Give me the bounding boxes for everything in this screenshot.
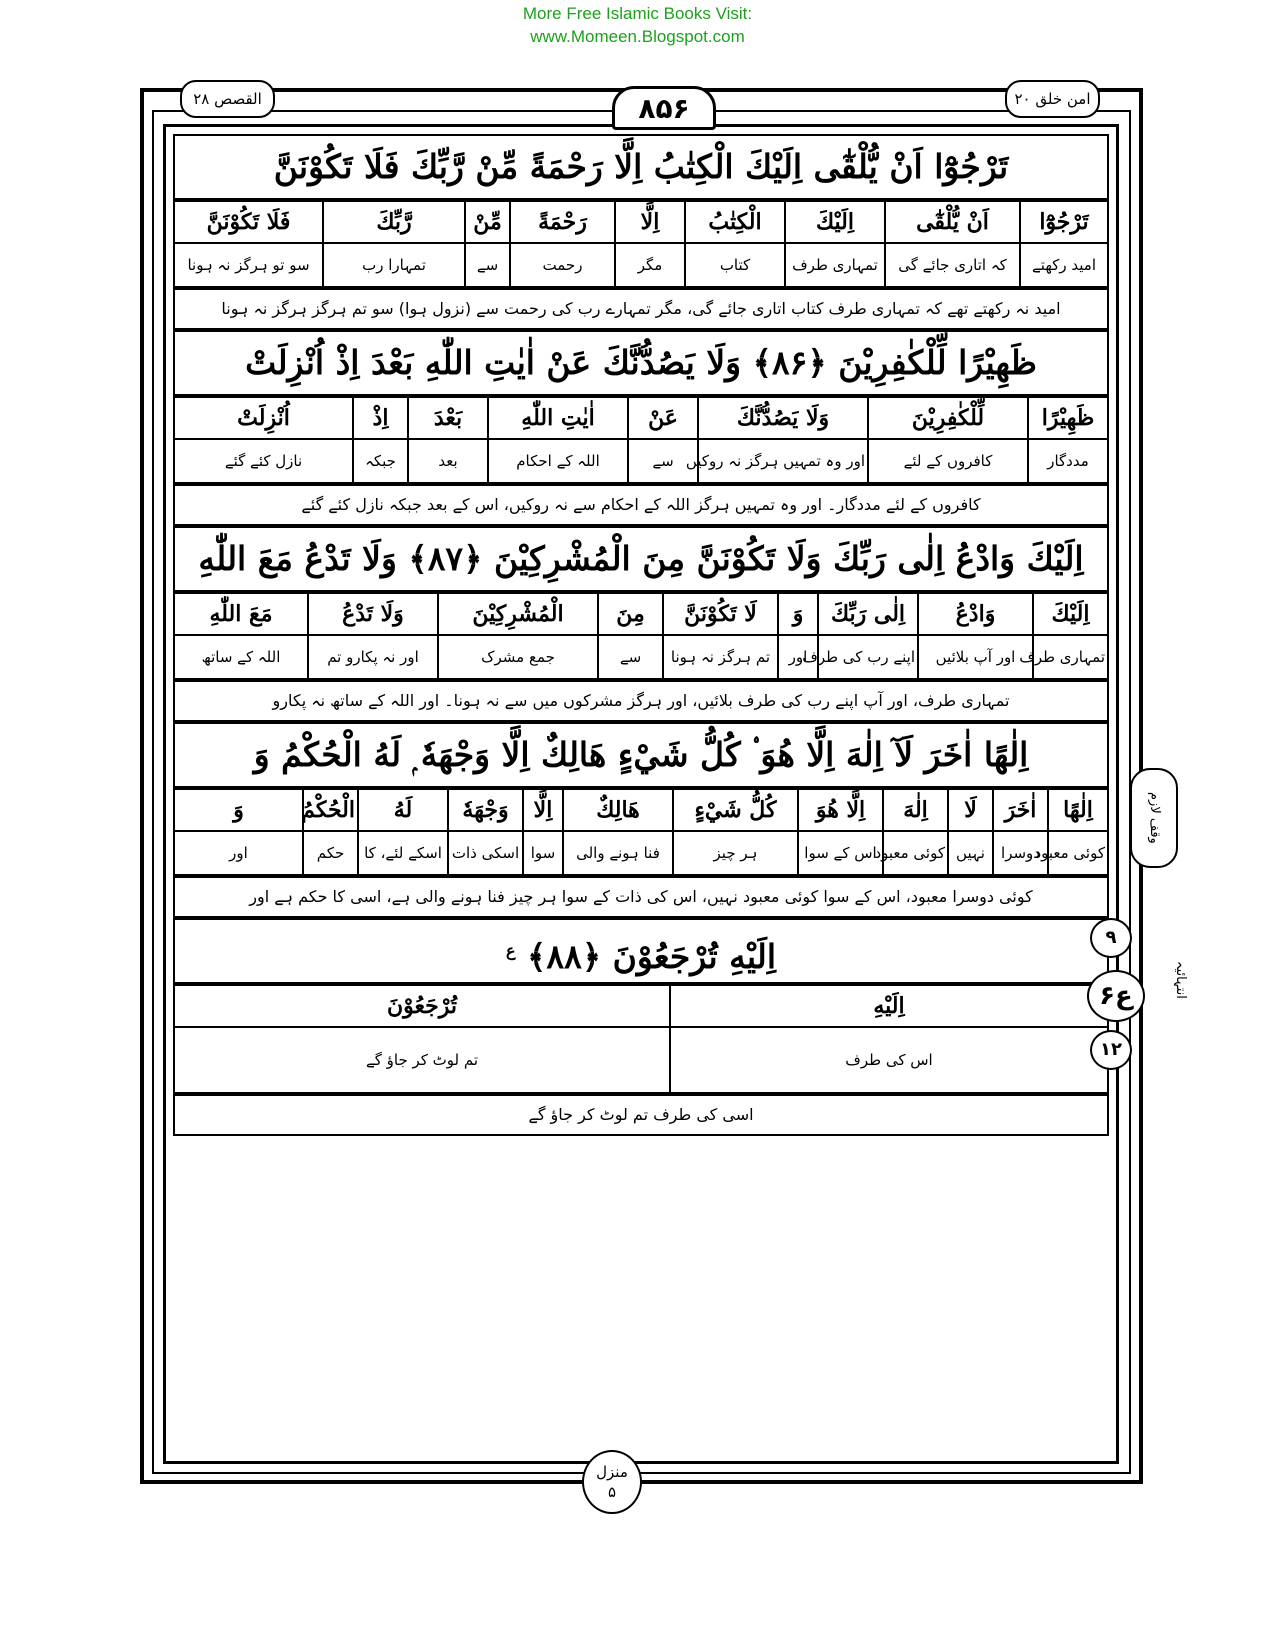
- word-meaning: اپنے رب کی طرف: [818, 635, 918, 679]
- ayah-text: اِلَيْهِ تُرْجَعُوْنَ ﴿۸۸﴾: [527, 937, 777, 976]
- word-meaning: اس کے سوا: [798, 831, 883, 875]
- word-table: [173, 396, 1109, 484]
- arabic-word: اِلَيْهِ: [670, 985, 1108, 1027]
- arabic-word: وَادْعُ: [918, 593, 1033, 635]
- arabic-word: لَهُ: [358, 789, 448, 831]
- word-meaning: تم ہرگز نہ ہونا: [663, 635, 778, 679]
- arabic-word: اِلَّا: [615, 201, 685, 243]
- arabic-word: وَ: [778, 593, 818, 635]
- word-meaning: جمع مشرک: [438, 635, 598, 679]
- arabic-word: اِذْ: [353, 397, 408, 439]
- arabic-word: اِلَّا هُوَ: [798, 789, 883, 831]
- word-meaning: سے: [598, 635, 663, 679]
- word-meaning: اور وہ تمہیں ہرگز نہ روکیں: [698, 439, 868, 483]
- arabic-word: تُرْجَعُوْنَ: [174, 985, 670, 1027]
- arabic-word: وَلَا تَدْعُ: [308, 593, 438, 635]
- watermark-line-1: More Free Islamic Books Visit:: [522, 4, 753, 23]
- word-meaning: مددگار: [1028, 439, 1108, 483]
- word-meaning: امید رکھتے: [1020, 243, 1108, 287]
- word-meaning: رحمت: [510, 243, 615, 287]
- word-meaning: اللہ کے ساتھ: [174, 635, 308, 679]
- ruku-mark: ع: [505, 941, 516, 960]
- word-meaning: کافروں کے لئے: [868, 439, 1028, 483]
- word-meaning: ہر چیز: [673, 831, 798, 875]
- word-meaning: سے: [628, 439, 698, 483]
- arabic-word: لَا: [948, 789, 993, 831]
- arabic-word: كُلُّ شَيْءٍ: [673, 789, 798, 831]
- arabic-word: لَا تَكُوْنَنَّ: [663, 593, 778, 635]
- urdu-translation: امید نہ رکھتے تھے کہ تمہاری طرف کتاب اتاری جائے گی، مگر تمہارے رب کی رحمت سے (نزول ہوا) سو تم ہرگز ہرگز نہ ہونا: [173, 288, 1109, 330]
- word-meaning: حکم: [303, 831, 358, 875]
- word-meaning: اسکی ذات: [448, 831, 523, 875]
- arabic-word: الْمُشْرِكِيْنَ: [438, 593, 598, 635]
- arabic-word: الْكِتٰبُ: [685, 201, 785, 243]
- word-meaning: اللہ کے احکام: [488, 439, 628, 483]
- word-meaning: تم لوٹ کر جاؤ گے: [174, 1027, 670, 1093]
- arabic-word: بَعْدَ: [408, 397, 488, 439]
- page-number: ۸۵۶: [612, 86, 716, 130]
- ayah-line: اِلٰهًا اٰخَرَ لَآ اِلٰهَ اِلَّا هُوَ ۟ كُلُّ شَيْءٍ هَالِكٌ اِلَّا وَجْهَهٗ ۭ لَهُ الْحُكْمُ وَ: [173, 722, 1109, 788]
- ruku-top-number: ۹: [1090, 918, 1132, 958]
- arabic-word: مَعَ اللّٰهِ: [174, 593, 308, 635]
- ayah-line: اِلَيْكَ وَادْعُ اِلٰى رَبِّكَ وَلَا تَكُوْنَنَّ مِنَ الْمُشْرِكِيْنَ ﴿۸۷﴾ وَلَا تَدْعُ مَعَ اللّٰهِ: [173, 526, 1109, 592]
- word-meaning: سو تو ہرگز نہ ہونا: [174, 243, 323, 287]
- word-meaning: اور: [778, 635, 818, 679]
- arabic-word: اِلَيْكَ: [785, 201, 885, 243]
- urdu-translation: تمہاری طرف، اور آپ اپنے رب کی طرف بلائیں، اور ہرگز مشرکوں میں سے نہ ہونا۔ اور اللہ کے ساتھ نہ پکارو: [173, 680, 1109, 722]
- word-meaning: اور: [174, 831, 303, 875]
- arabic-word: اِلٰى رَبِّكَ: [818, 593, 918, 635]
- manzil-marker: [582, 1450, 642, 1514]
- word-meaning: نازل کئے گئے: [174, 439, 353, 483]
- watermark-line-2[interactable]: www.Momeen.Blogspot.com: [530, 27, 745, 46]
- word-meaning: تمہارا رب: [323, 243, 465, 287]
- arabic-word: وَلَا يَصُدُّنَّكَ: [698, 397, 868, 439]
- urdu-translation: اسی کی طرف تم لوٹ کر جاؤ گے: [173, 1094, 1109, 1136]
- manzil-number: ۵: [607, 1483, 617, 1501]
- word-meaning: اور نہ پکارو تم: [308, 635, 438, 679]
- arabic-word: وَجْهَهٗ: [448, 789, 523, 831]
- manzil-label: منزل: [596, 1463, 628, 1481]
- arabic-word: مِّنْ: [465, 201, 510, 243]
- word-table: [173, 984, 1109, 1094]
- arabic-word: الْحُكْمُ: [303, 789, 358, 831]
- arabic-word: لِّلْكٰفِرِيْنَ: [868, 397, 1028, 439]
- urdu-translation: کافروں کے لئے مددگار۔ اور وہ تمہیں ہرگز اللہ کے احکام سے نہ روکیں، اس کے بعد جبکہ نازل کئے گئے: [173, 484, 1109, 526]
- arabic-word: اٰيٰتِ اللّٰهِ: [488, 397, 628, 439]
- word-meaning: تمہاری طرف: [785, 243, 885, 287]
- word-meaning: بعد: [408, 439, 488, 483]
- urdu-translation: کوئی دوسرا معبود، اس کے سوا کوئی معبود نہیں، اس کی ذات کے سوا ہر چیز فنا ہونے والی ہے، اسی کا حکم ہے اور: [173, 876, 1109, 918]
- arabic-word: وَ: [174, 789, 303, 831]
- arabic-word: فَلَا تَكُوْنَنَّ: [174, 201, 323, 243]
- arabic-word: اِلٰهَ: [883, 789, 948, 831]
- arabic-word: اِلٰهًا: [1048, 789, 1108, 831]
- word-meaning: سے: [465, 243, 510, 287]
- arabic-word: اِلَّا: [523, 789, 563, 831]
- word-meaning: کتاب: [685, 243, 785, 287]
- word-meaning: اسکے لئے، کا: [358, 831, 448, 875]
- arabic-word: رَحْمَةً: [510, 201, 615, 243]
- word-table: [173, 592, 1109, 680]
- word-meaning: کوئی معبود: [883, 831, 948, 875]
- ayah-line: [173, 918, 1109, 984]
- word-meaning: کوئی معبود: [1048, 831, 1108, 875]
- ruku-marker: ع۶: [1087, 970, 1145, 1022]
- arabic-word: اٰخَرَ: [993, 789, 1048, 831]
- page-content: [173, 134, 1109, 1136]
- arabic-word: اِلَيْكَ: [1033, 593, 1108, 635]
- side-vertical-label: انتہائیہ: [1173, 961, 1188, 999]
- arabic-word: اَنْ يُّلْقٰٓى: [885, 201, 1020, 243]
- surah-label: القصص ۲۸: [180, 80, 275, 118]
- word-meaning: جبکہ: [353, 439, 408, 483]
- juz-label: امن خلق ۲۰: [1005, 80, 1100, 118]
- word-meaning: سوا: [523, 831, 563, 875]
- word-meaning: نہیں: [948, 831, 993, 875]
- word-table: [173, 788, 1109, 876]
- word-meaning: اور آپ بلائیں: [918, 635, 1033, 679]
- arabic-word: تَرْجُوْٓا: [1020, 201, 1108, 243]
- word-meaning: دوسرا: [993, 831, 1048, 875]
- word-meaning: اس کی طرف: [670, 1027, 1108, 1093]
- arabic-word: مِنَ: [598, 593, 663, 635]
- word-meaning: تمہاری طرف: [1033, 635, 1108, 679]
- arabic-word: عَنْ: [628, 397, 698, 439]
- ayah-line: تَرْجُوْٓا اَنْ يُّلْقٰٓى اِلَيْكَ الْكِتٰبُ اِلَّا رَحْمَةً مِّنْ رَّبِّكَ فَلَا تَكُوْنَنَّ: [173, 134, 1109, 200]
- arabic-word: رَّبِّكَ: [323, 201, 465, 243]
- ayah-line: ظَهِيْرًا لِّلْكٰفِرِيْنَ ﴿۸۶﴾ وَلَا يَصُدُّنَّكَ عَنْ اٰيٰتِ اللّٰهِ بَعْدَ اِذْ اُنْزِلَتْ: [173, 330, 1109, 396]
- word-meaning: فنا ہونے والی: [563, 831, 673, 875]
- waqf-badge: وقف لازم: [1130, 768, 1178, 868]
- word-table: [173, 200, 1109, 288]
- ruku-bottom-number: ۱۲: [1090, 1030, 1132, 1070]
- arabic-word: اُنْزِلَتْ: [174, 397, 353, 439]
- word-meaning: کہ اتاری جائے گی: [885, 243, 1020, 287]
- word-meaning: مگر: [615, 243, 685, 287]
- arabic-word: هَالِكٌ: [563, 789, 673, 831]
- arabic-word: ظَهِيْرًا: [1028, 397, 1108, 439]
